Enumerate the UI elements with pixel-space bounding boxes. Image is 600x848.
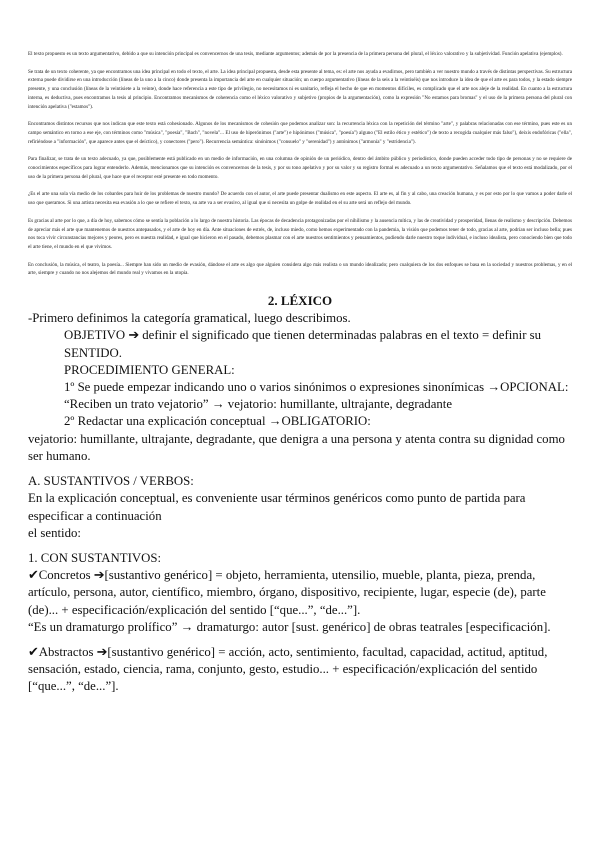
sustantivos-text: En la explicación conceptual, es conveniente usar términos genéricos como punto de partida para especificar a continuación bbox=[28, 491, 526, 523]
essay-paragraph-3: Encontramos distintos recursos que nos indican que este texto está cohesionado. Algunos de los mecanismos de cohesión que podemos analizar son: la recurrencia léxica con la repetición del término "arte", y palabras relacionadas con ese término, pues este es un campo semántico en torno a ese eje, con términos como "música", "poesía", "Bach", "novela"... El uso de hiperónimos ("arte") e hipónimos ("música", "poesía") alguno ("El estilo ético y estético") de texto a recogida cualquier más falso"), deixis endofóricas ("ella", refiriéndose a "información", que aparece antes que el deíctico), y conectores ("pero"). Recurrencia semántica: sinónimos ("consuelo" y "serenidad") y antónimos ("armonía" y "estridencia"). bbox=[28, 121, 572, 145]
essay-paragraph-4: Para finalizar, se trata de un texto adecuado, ya que, posiblemente está publicado en un medio de información, en una columna de opinión de un periódico, dentro del ámbito público y periodístico, donde pueden acceder todo tipo de personas y no se requiere de conocimientos específicos para lograr entenderlo. Además, mencionamos que su intención es convencernos de la tesis, y por su tono apelativo y por su valor y su registro formal es adecuado a un texto argumentativo. Señalamos que el texto está modalizado, por el uso de la primera persona del plural, que hace que el receptor esté presente en todo momento. bbox=[28, 156, 572, 180]
example-1: “Reciben un trato vejatorio” → vejatorio: humillante, ultrajante, degradante bbox=[64, 397, 453, 412]
definition-example: vejatorio: humillante, ultrajante, degradante, que denigra a una persona y atenta contra su dignidad como ser humano. bbox=[28, 431, 565, 463]
essay-paragraph-7: En conclusión, la música, el teatro, la poesía... Siempre han sido un medio de evasión, dándose el arte es algo que alguien considera algo más realista o un mundo idealizado; pero cualquiera de los dos enfoques se basa en la sociedad y nuestros problemas, y en el arte, siempre y cuando no nos alejemos del mundo real y vivamos en la utopía. bbox=[28, 261, 572, 277]
sustantivos-text-2: el sentido: bbox=[28, 525, 81, 540]
example-2: “Es un dramaturgo prolífico” → dramaturgo: autor [sust. genérico] de obras teatrales [especificación]. bbox=[28, 619, 551, 634]
essay-paragraph-5: ¿Es el arte una sola vía medio de los cobardes para huir de los problemas de nuestro mundo? De acuerdo con el autor, el arte puede presentar dualismo en este aspecto. El arte es, al fin y al cabo, una creación humana, y es por esto por lo que vamos a poder darle el uso que queramos. Si una artista necesita esa evasión a lo que se refiere el texto, su arte va a ser evasivo, al igual que si necesita un golpe de realidad en el su arte será un reflejo del mundo. bbox=[28, 191, 572, 207]
essay-paragraph-1: El texto propuesto es un texto argumentativo, debido a que su intención principal es convencernos de una tesis, mediante argumentos; además de por la presencia de la primera persona del plural, el léxico valorativo y la subjetividad. Función apelativa (ejemplos). bbox=[28, 51, 563, 57]
con-sustantivos-heading: 1. CON SUSTANTIVOS: bbox=[28, 550, 161, 565]
sustantivos-heading: A. SUSTANTIVOS / VERBOS: bbox=[28, 474, 194, 489]
lexico-section bbox=[28, 292, 572, 695]
lexico-heading: 2. LÉXICO bbox=[267, 293, 333, 309]
essay-section bbox=[28, 50, 572, 278]
step-1: 1º Se puede empezar indicando uno o varios sinónimos o expresiones sinonímicas →OPCIONAL: bbox=[64, 380, 569, 395]
concretos-item: ✔Concretos ➔[sustantivo genérico] = objeto, herramienta, utensilio, mueble, planta, pieza, prenda, artículo, persona, autor, científico, miembro, órgano, dispositivo, recipiente, lugar, especie (de), parte (de)... + especificación/explicación del sentido [“que...”, “de...”]. bbox=[28, 568, 546, 617]
lexico-intro: -Primero definimos la categoría gramatical, luego describimos. bbox=[28, 311, 351, 326]
step-2: 2º Redactar una explicación conceptual →OBLIGATORIO: bbox=[64, 414, 371, 429]
essay-paragraph-2: Se trata de un texto coherente, ya que encontramos una idea principal en todo el texto, el arte. La idea principal propuesta, desde esta presente al tema, es: el arte nos ayuda a evadirnos, pero también a ver nuestro mundo a través de distintas perspectivas. Su estructura externa puede dividirse en una introducción (líneas de la uno a la cinco) donde presenta la importancia del arte en cualquier situación; un cuerpo argumentativo (líneas de la seis a la veintiséis) que nos introduce la idea de que el arte es para todos, y la estado siempre presente, y una conclusión (líneas de la veintisiete a la veinte), donde hace referencia a este tipo de privilegio, no necesitamos ni es sanitario, refleja el hecho de que en momentos difíciles, es complicado que el arte nos aleje de la realidad. En cuanto a la estructura interna, es deductiva, pues encontramos la tesis al principio. Encontramos mecanismos de coherencia como el léxico valorativo y subjetivo (propios de la argumentación), como la expresión "No estamos para bromas" y el uso de la primera persona del plural con intención apelativa ("estamos"). bbox=[28, 68, 572, 110]
objetivo-text: OBJETIVO ➔ definir el significado que tienen determinadas palabras en el texto = definir su SENTIDO. bbox=[64, 328, 542, 360]
abstractos-item: ✔Abstractos ➔[sustantivo genérico] = acción, acto, sentimiento, facultad, capacidad, actitud, aptitud, sensación, estado, ciencia, rama, conjunto, gesto, estudio... + especificación/explicación del sentido [“que...”, “de...”]. bbox=[28, 644, 548, 694]
essay-paragraph-6: Es gracias al arte por lo que, a día de hoy, sabemos cómo se sentía la población a lo largo de nuestra historia. Las épocas de decadencia protagonizadas por el nihilismo y la ausencia mítica, y las de creatividad y prosperidad, llenas de realismo y descripción. Debemos de apreciar más el arte que mantenemos de nuestros antepasados, y el arte de hoy en día. Ante situaciones de estrés, de, incluso miedo, como hemos experimentado con la pandemia, la visión que podemos tener de todo, gracias al arte, podrían ser incluso bella; pues nos toca vivir circunstancias mejores y peores, pero es nuestra realidad, e igual que hicieron en el pasado, debemos plasmar con el arte nuestros sentimientos y pensamientos, pudiendo darle nuestro toque individual, e incluso idealista, pero conociendo bien que todo el arte tiene, el mundo en el que vivimos. bbox=[28, 217, 572, 250]
procedimiento-label: PROCEDIMIENTO GENERAL: bbox=[64, 362, 235, 377]
